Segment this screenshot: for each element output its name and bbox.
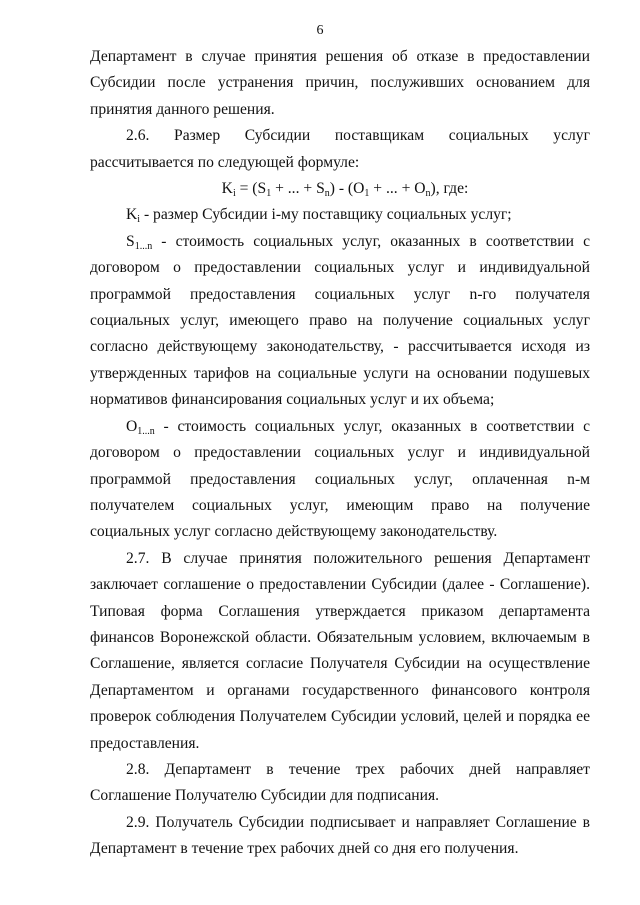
definition-s — [90, 229, 590, 414]
document-body — [90, 44, 590, 863]
definition-o-text: - стоимость социальных услуг, оказанных в соответствии с договором о предоставлении социальных услуг и индивидуальной программой предоставления социальных услуг, оплаченная n-м получателем социальных услуг, имеющим право на получение социальных услуг согласно действующему законодательству. — [90, 417, 590, 541]
formula-close: ), где: — [430, 180, 469, 198]
formula-on-subscript: n — [425, 188, 431, 200]
formula-minus-open: ) - (O — [329, 180, 365, 198]
page-number: 6 — [316, 23, 324, 38]
paragraph-intro: Департамент в случае принятия решения об отказе в предоставлении Субсидии после устранения причин, послуживших основанием для принятия данного решения. — [90, 48, 590, 118]
definition-s-subscript: 1...n — [134, 240, 153, 252]
formula-k: K — [221, 180, 233, 198]
formula-eq-open: = (S — [235, 180, 267, 198]
paragraph-2-8: 2.8. Департамент в течение трех рабочих дней направляет Соглашение Получателю Субсидии для подписания. — [90, 760, 590, 805]
definition-s-symbol: S — [126, 232, 135, 250]
paragraph-2-9: 2.9. Получатель Субсидии подписывает и направляет Соглашение в Департамент в течение трех рабочих дней со дня его получения. — [90, 813, 590, 858]
definition-o-subscript: 1...n — [137, 425, 155, 437]
definition-k-symbol: K — [126, 206, 138, 224]
formula-s1-subscript: 1 — [266, 188, 272, 200]
paragraph-2-7: 2.7. В случае принятия положительного решения Департамент заключает соглашение о предоставлении Субсидии (далее - Соглашение). Типовая форма Соглашения утверждается приказом департамента финансов Воронежской области. Обязательным условием, включаемым в Соглашение, является согласие Получателя Субсидии на осуществление Департаментом и органами государственного финансового контроля проверок соблюдения Получателем Субсидии условий, целей и порядка ее предоставления. — [90, 549, 590, 752]
paragraph-2-6: 2.6. Размер Субсидии поставщикам социальных услуг рассчитывается по следующей формуле: — [90, 127, 590, 171]
definition-k-subscript: i — [137, 214, 141, 226]
definition-k — [90, 202, 590, 228]
definition-s-text: - стоимость социальных услуг, оказанных в соответствии с договором о предоставлении социальных услуг и индивидуальной программой предоставления социальных услуг n-го получателя социальных услуг, имеющего право на получение социальных услуг согласно действующему законодательству, - рассчитывается исходя из утвержденных тарифов на социальные услуги на основании подушевых нормативов финансирования социальных услуг и их объема; — [90, 232, 590, 409]
formula-k-subscript: i — [232, 188, 236, 200]
formula-o1-subscript: 1 — [364, 188, 370, 200]
definition-o — [90, 414, 590, 546]
subsidy-formula — [90, 176, 590, 202]
definition-o-symbol: O — [126, 417, 138, 435]
formula-sn-subscript: n — [324, 188, 330, 200]
formula-s-mid: + ... + S — [271, 180, 325, 198]
formula-o-mid: + ... + O — [369, 180, 426, 198]
definition-k-text: - размер Субсидии i-му поставщику социальных услуг; — [140, 206, 512, 224]
